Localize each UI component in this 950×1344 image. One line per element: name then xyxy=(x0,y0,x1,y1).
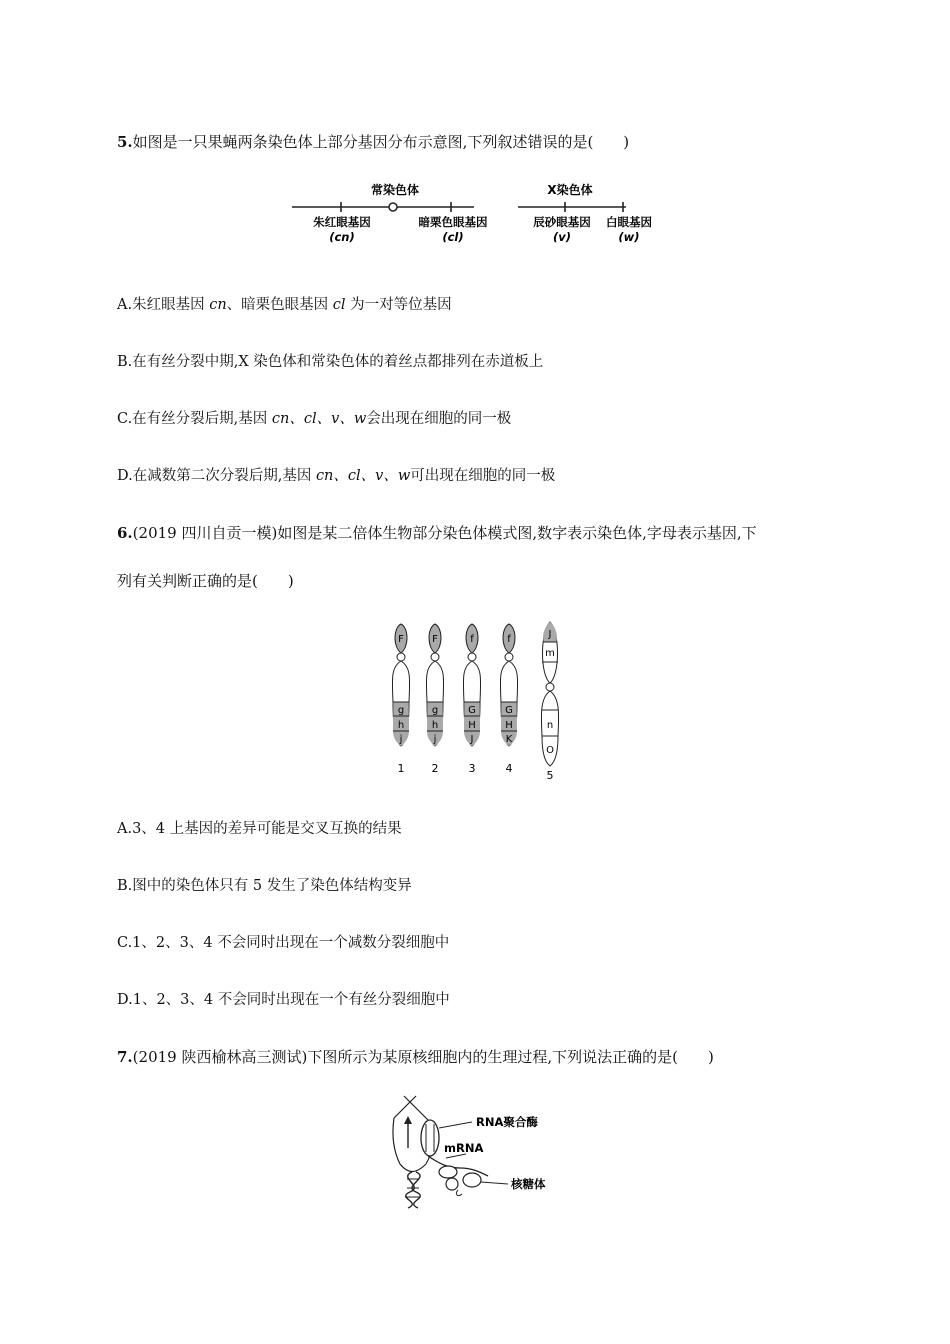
ribosome-label: 核糖体 xyxy=(511,1177,546,1191)
question-6-number: 6. xyxy=(117,524,133,542)
chromosome-5 xyxy=(541,622,558,782)
chr3-top-gene: f xyxy=(470,634,474,645)
gene-map-figure xyxy=(290,178,670,246)
chr1-label: 1 xyxy=(397,762,405,775)
question-5-text: 如图是一只果蝇两条染色体上部分基因分布示意图,下列叙述错误的是( ) xyxy=(132,133,630,151)
mrna-label: mRNA xyxy=(444,1141,484,1155)
chr2-gene-h: h xyxy=(431,720,439,731)
chr1-gene-h: h xyxy=(397,720,405,731)
q5-option-a-gene2: cl xyxy=(332,297,346,313)
gene-cl-symbol: (cl) xyxy=(442,230,464,244)
question-5-stem xyxy=(117,131,629,153)
rna-polymerase-label: RNA聚合酶 xyxy=(476,1115,538,1129)
q5-option-c-pre: C.在有丝分裂后期,基因 xyxy=(117,411,272,427)
chr4-top-gene: f xyxy=(507,634,511,645)
chr2-label: 2 xyxy=(431,762,439,775)
chr1-gene-j: j xyxy=(399,734,403,745)
chromosome-3 xyxy=(463,624,480,775)
q5-option-a-mid: 、暗栗色眼基因 xyxy=(226,297,333,313)
question-7-text: (2019 陕西榆林高三测试)下图所示为某原核细胞内的生理过程,下列说法正确的是( ) xyxy=(132,1048,714,1066)
question-6-text-line1: (2019 四川自贡一模)如图是某二倍体生物部分染色体模式图,数字表示染色体,字母表示基因,下 xyxy=(132,524,757,542)
chr5-gene-o: O xyxy=(546,745,554,756)
gene-w-symbol: (w) xyxy=(618,230,640,244)
gene-v-symbol: (v) xyxy=(552,230,572,244)
chr4-gene-k: K xyxy=(505,734,513,745)
chr4-label: 4 xyxy=(505,762,513,775)
q5-option-a xyxy=(117,294,452,316)
chr4-gene-h: H xyxy=(505,720,513,731)
autosome-label: 常染色体 xyxy=(370,183,420,197)
gene-cn-symbol: (cn) xyxy=(329,230,355,244)
chromosome-figure xyxy=(385,620,575,785)
chr2-gene-g: g xyxy=(431,705,439,716)
q5-option-a-gene1: cn xyxy=(209,297,227,313)
question-7-number: 7. xyxy=(117,1048,133,1066)
question-6-stem-line1 xyxy=(117,522,757,544)
chr5-gene-m: m xyxy=(545,648,555,659)
chr1-top-gene: F xyxy=(398,634,404,645)
chr2-gene-j: j xyxy=(433,734,437,745)
chr3-gene-g: G xyxy=(468,705,476,716)
question-7-stem xyxy=(117,1046,714,1068)
chr1-gene-g: g xyxy=(397,705,405,716)
chromosome-1 xyxy=(392,624,409,775)
chr3-gene-j: J xyxy=(470,734,474,745)
question-6-stem-line2: 列有关判断正确的是( ) xyxy=(117,572,294,590)
chromosome-2 xyxy=(426,624,443,775)
gene-cl-name: 暗栗色眼基因 xyxy=(418,215,488,229)
gene-v-name: 辰砂眼基因 xyxy=(533,215,591,229)
centromere-marker xyxy=(389,203,397,211)
q5-option-d-genes: cn、cl、v、w xyxy=(315,468,411,484)
q5-option-c-post: 会出现在细胞的同一极 xyxy=(366,411,512,427)
x-chromosome-label: X染色体 xyxy=(547,183,593,197)
chromosome-4 xyxy=(500,624,517,775)
chr3-gene-h: H xyxy=(468,720,476,731)
q5-option-b: B.在有丝分裂中期,X 染色体和常染色体的着丝点都排列在赤道板上 xyxy=(117,354,544,370)
q6-option-d: D.1、2、3、4 不会同时出现在一个有丝分裂细胞中 xyxy=(117,992,450,1008)
chr2-top-gene: F xyxy=(432,634,438,645)
mrna-ribosomes xyxy=(428,1154,508,1196)
question-5-number: 5. xyxy=(117,133,133,151)
chr5-label: 5 xyxy=(546,769,554,782)
transcription-translation-figure xyxy=(388,1092,573,1210)
q6-option-a: A.3、4 上基因的差异可能是交叉互换的结果 xyxy=(117,821,402,837)
chr5-gene-j: J xyxy=(548,629,552,640)
gene-w-name: 白眼基因 xyxy=(606,215,652,229)
chr5-gene-n: n xyxy=(546,720,554,731)
q5-option-d-post: 可出现在细胞的同一极 xyxy=(410,468,556,484)
q5-option-c xyxy=(117,408,511,430)
chr4-gene-g: G xyxy=(505,705,513,716)
q6-option-c: C.1、2、3、4 不会同时出现在一个减数分裂细胞中 xyxy=(117,935,450,951)
q5-option-c-genes: cn、cl、v、w xyxy=(271,411,367,427)
gene-cn-name: 朱红眼基因 xyxy=(313,215,371,229)
q5-option-d-pre: D.在减数第二次分裂后期,基因 xyxy=(117,468,316,484)
q5-option-a-pre: A.朱红眼基因 xyxy=(117,297,210,313)
q5-option-d xyxy=(117,465,555,487)
q6-option-b: B.图中的染色体只有 5 发生了染色体结构变异 xyxy=(117,878,412,894)
chr3-label: 3 xyxy=(468,762,476,775)
q5-option-a-post: 为一对等位基因 xyxy=(345,297,452,313)
